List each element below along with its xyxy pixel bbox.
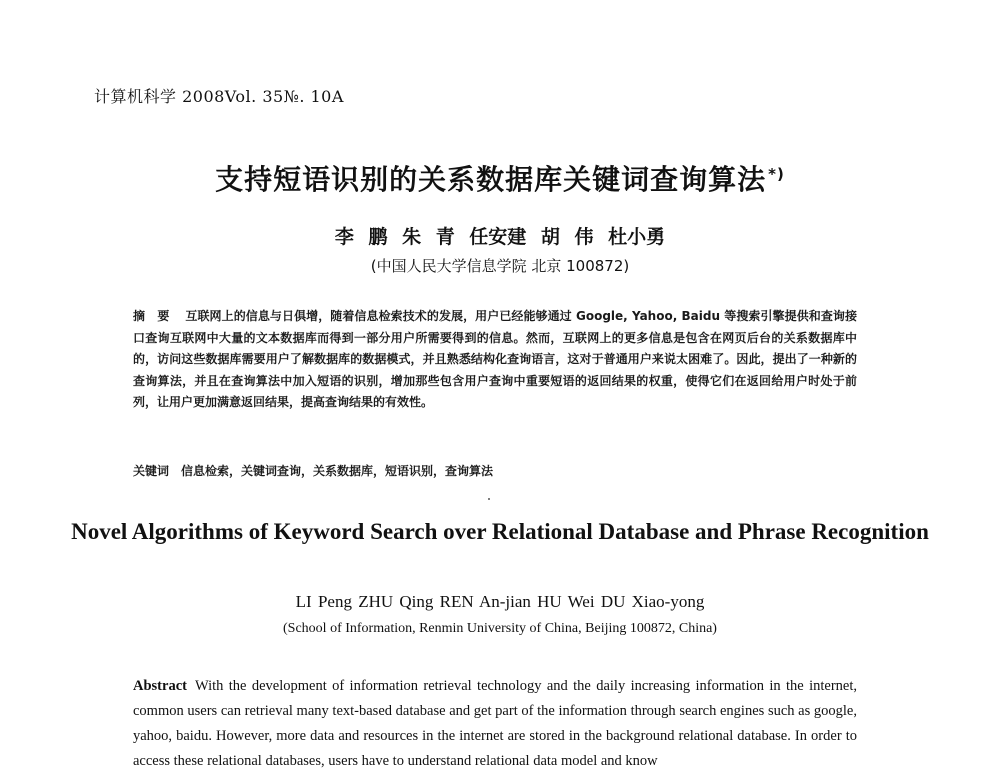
chinese-title — [0, 158, 1000, 198]
english-affiliation: (School of Information, Renmin University of China, Beijing 100872, China) — [283, 621, 717, 636]
english-title: Novel Algorithms of Keyword Search over Relational Database and Phrase Recognition — [71, 519, 929, 544]
chinese-keywords-text: 信息检索，关键词查询，关系数据库，短语识别，查询算法 — [181, 464, 494, 478]
chinese-abstract-label: 摘 要 — [133, 309, 174, 323]
english-authors: LI Peng ZHU Qing REN An-jian HU Wei DU Xiao-yong — [295, 592, 705, 611]
english-abstract-label: Abstract — [133, 678, 187, 694]
chinese-authors: 李 鹏 朱 青 任安建 胡 伟 杜小勇 — [334, 226, 666, 248]
chinese-keywords-label: 关键词 — [133, 464, 170, 478]
title-footnote-mark: *) — [768, 164, 785, 183]
english-abstract-text: With the development of information retrieval technology and the daily increasing information in the internet, common users can retrieval many text-based database and get part of the information through search engines such as google, yahoo, baidu. However, more data and resources in the internet are stored in the background relational database. In order to access these relational databases, users have to understand relational data model and know — [133, 678, 857, 769]
chinese-affiliation: (中国人民大学信息学院 北京 100872) — [370, 257, 630, 275]
chinese-abstract — [133, 306, 857, 414]
journal-header: 计算机科学 2008Vol. 35№. 10A — [94, 87, 344, 106]
chinese-abstract-text: 互联网上的信息与日俱增，随着信息检索技术的发展，用户已经能够通过 Google, Yahoo, Baidu 等搜索引擎提供和查询接口查询互联网中大量的文本数据库而得到一部分用户所需要得到的信息。然而，互联网上的更多信息是包含在网页后台的关系数据库中的，访问这些数据库需要用户了解数据库的数据模式，并且熟悉结构化查询语言，这对于普通用户来说太困难了。因此，提出了一种新的查询算法，并且在查询算法中加入短语的识别，增加那些包含用户查询中重要短语的返回结果的权重，使得它们在返回给用户时处于前列，让用户更加满意返回结果，提高查询结果的有效性。 — [133, 309, 857, 410]
english-abstract — [133, 674, 857, 774]
chinese-keywords — [133, 462, 857, 479]
chinese-title-text: 支持短语识别的关系数据库关键词查询算法 — [215, 163, 767, 196]
scan-speck — [488, 498, 490, 500]
